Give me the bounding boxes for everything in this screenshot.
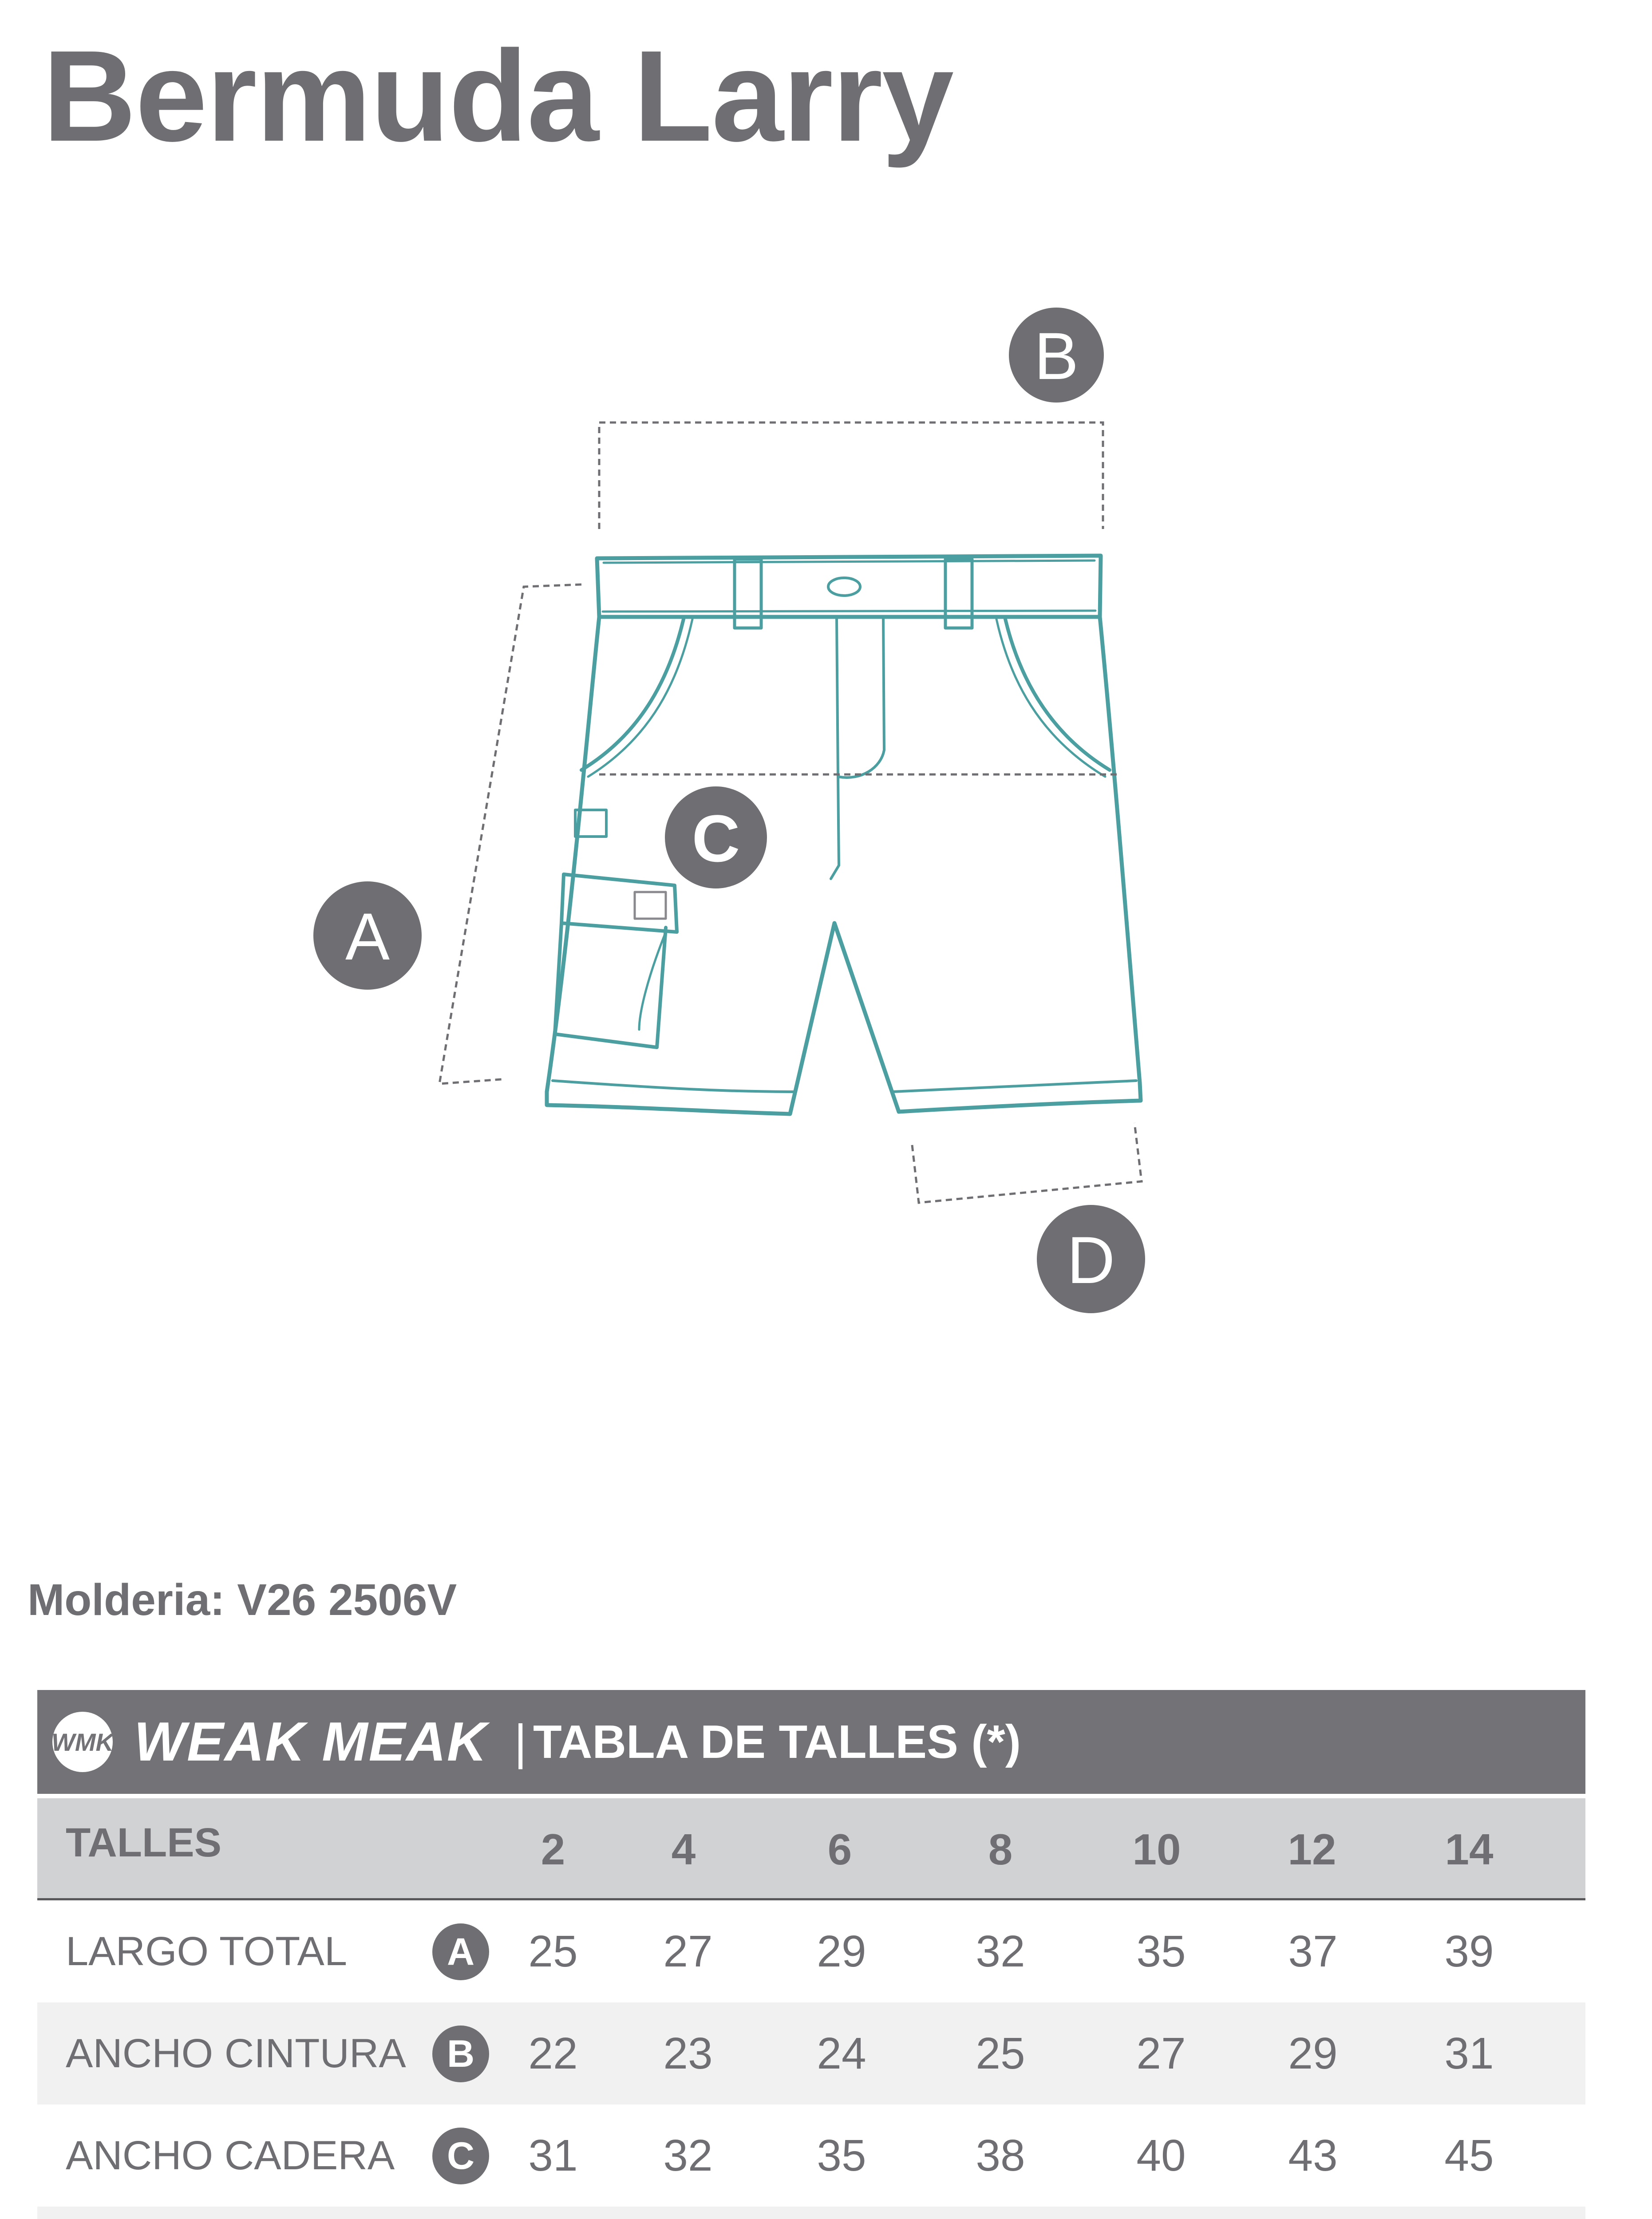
svg-text:B: B xyxy=(1034,319,1079,393)
measurement-cell: 31 xyxy=(528,2131,578,2180)
svg-text:A: A xyxy=(345,899,390,974)
measurement-cell: 25 xyxy=(976,2029,1025,2078)
measurement-row-ancho-cadera xyxy=(37,2104,1585,2207)
measurement-cell: 32 xyxy=(663,2131,713,2180)
size-cell: 8 xyxy=(988,1825,1013,1874)
size-cell: 12 xyxy=(1288,1825,1336,1874)
marker-c xyxy=(665,786,767,888)
sizes-row xyxy=(37,1798,1585,1900)
brand-logo-icon: WMK xyxy=(52,1712,113,1772)
measurement-row-largo-total xyxy=(37,1900,1585,2002)
measurement-cell: 45 xyxy=(1444,2131,1494,2180)
measurement-cell xyxy=(797,2207,886,2219)
size-cell: 14 xyxy=(1445,1825,1494,1874)
marker-a xyxy=(313,881,422,990)
brand-name: WEAK MEAK xyxy=(134,1711,488,1773)
measurement-cell: 29 xyxy=(1288,2029,1338,2078)
measurement-cell: 29 xyxy=(817,1927,866,1976)
measurement-cell: 40 xyxy=(1136,2131,1186,2180)
measurement-cell xyxy=(1269,2207,1357,2219)
measurement-badge: A xyxy=(432,1923,489,1980)
measurement-label: LARGO TOTAL xyxy=(66,1929,347,1974)
measurement-cell xyxy=(1425,2207,1514,2219)
svg-text:C: C xyxy=(692,801,740,876)
measurement-cell: 31 xyxy=(1444,2029,1494,2078)
guide-b xyxy=(599,422,1103,529)
size-cell: 10 xyxy=(1132,1825,1181,1874)
size-cell: 4 xyxy=(671,1825,696,1874)
guide-d xyxy=(912,1123,1142,1203)
measurement-cell: 22 xyxy=(528,2029,578,2078)
header-separator: | xyxy=(514,1714,527,1769)
measurement-cell xyxy=(956,2207,1045,2219)
pattern-reference: Molderia: V26 2506V xyxy=(28,1575,457,1625)
sizes-label: TALLES xyxy=(66,1820,221,1865)
marker-b xyxy=(1009,308,1104,403)
size-cell: 2 xyxy=(541,1825,565,1874)
measurement-label: ANCHO CADERA xyxy=(66,2133,395,2178)
size-cell: 6 xyxy=(827,1825,852,1874)
measurement-label: ANCHO CINTURA xyxy=(66,2031,406,2076)
measurement-badge: B xyxy=(432,2026,489,2082)
measurement-row-ancho-cintura xyxy=(37,2002,1585,2104)
measurement-cell: 35 xyxy=(817,2131,866,2180)
measurement-badge: C xyxy=(432,2128,489,2184)
measurement-cell: 27 xyxy=(663,1927,713,1976)
measurement-cell: 24 xyxy=(817,2029,866,2078)
measurement-cell: 35 xyxy=(1136,1927,1186,1976)
measurement-cell xyxy=(509,2207,597,2219)
measurement-cell: 25 xyxy=(528,1927,578,1976)
measurement-cell: 37 xyxy=(1288,1927,1338,1976)
measurement-cell: 32 xyxy=(976,1927,1025,1976)
size-chart-title: TABLA DE TALLES (*) xyxy=(533,1715,1021,1768)
measurement-label xyxy=(66,2207,324,2219)
product-title: Bermuda Larry xyxy=(43,24,953,168)
svg-text:D: D xyxy=(1067,1223,1115,1297)
measurement-cell xyxy=(1117,2207,1205,2219)
size-chart-table xyxy=(37,1690,1585,2219)
garment-measurement-diagram xyxy=(0,266,1652,1376)
guide-a xyxy=(439,584,581,1084)
measurement-cell: 39 xyxy=(1444,1927,1494,1976)
measurement-cell: 23 xyxy=(663,2029,713,2078)
size-chart-header xyxy=(37,1690,1585,1794)
measurement-row-botamanga xyxy=(37,2207,1585,2219)
measurement-cell: 27 xyxy=(1136,2029,1186,2078)
shorts-illustration xyxy=(547,556,1141,1114)
marker-d xyxy=(1037,1205,1145,1313)
measurement-cell xyxy=(644,2207,732,2219)
measurement-cell: 43 xyxy=(1288,2131,1338,2180)
measurement-cell: 38 xyxy=(976,2131,1025,2180)
